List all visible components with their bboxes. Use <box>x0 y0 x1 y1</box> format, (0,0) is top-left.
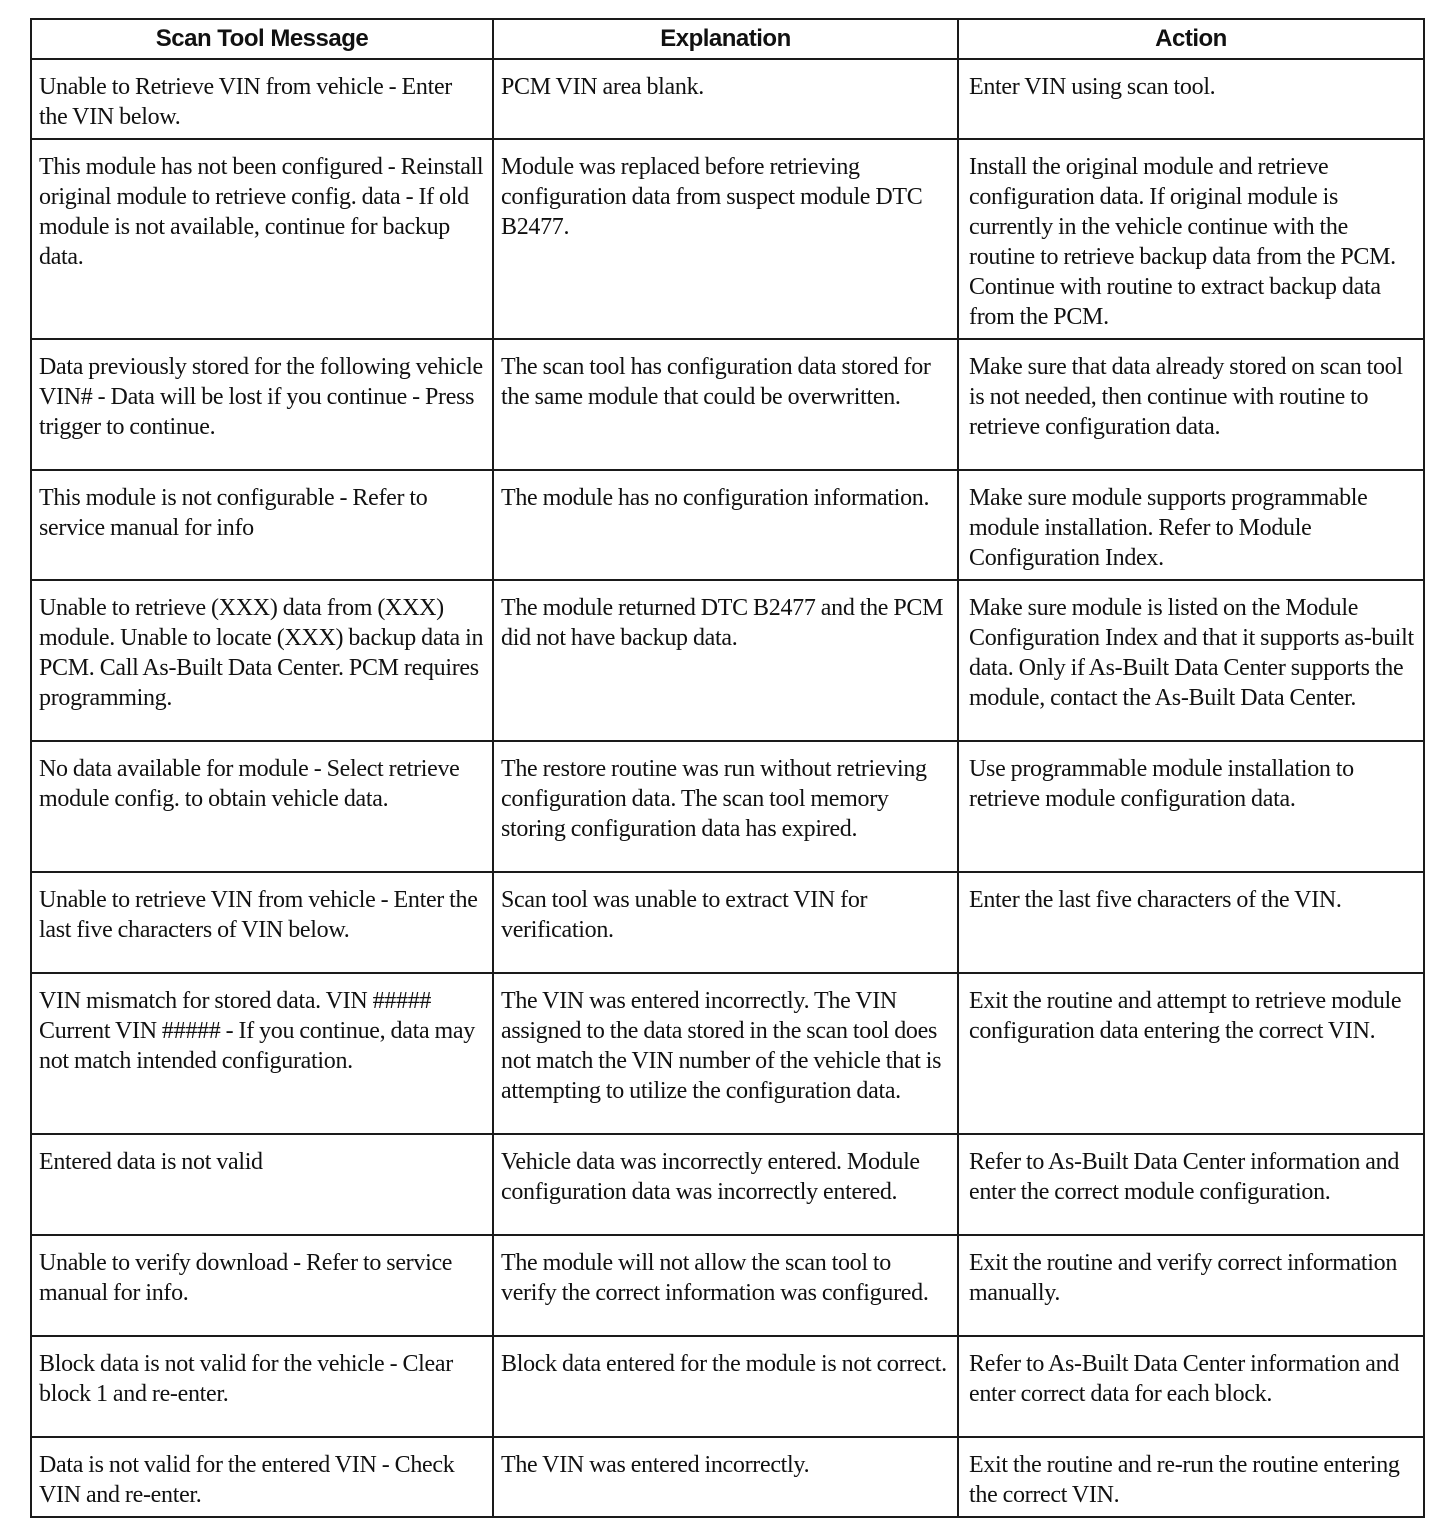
cell-explanation: The restore routine was run without retrieving configuration data. The scan tool memory storing configuration data has expired. <box>493 741 958 872</box>
cell-message: VIN mismatch for stored data. VIN ##### Current VIN ##### - If you continue, data may not match intended configuration. <box>31 973 493 1134</box>
cell-action: Make sure that data already stored on scan tool is not needed, then continue with routine to retrieve configuration data. <box>958 339 1424 470</box>
cell-explanation: Scan tool was unable to extract VIN for verification. <box>493 872 958 973</box>
cell-message: Unable to Retrieve VIN from vehicle - Enter the VIN below. <box>31 59 493 139</box>
cell-message: Unable to retrieve (XXX) data from (XXX) module. Unable to locate (XXX) backup data in PCM. Call As-Built Data Center. PCM requires programming. <box>31 580 493 741</box>
cell-message: Unable to retrieve VIN from vehicle - Enter the last five characters of VIN below. <box>31 872 493 973</box>
cell-action: Enter the last five characters of the VIN. <box>958 872 1424 973</box>
table-row <box>31 1336 1424 1437</box>
cell-message: This module has not been configured - Reinstall original module to retrieve config. data - If old module is not available, continue for backup data. <box>31 139 493 339</box>
cell-explanation: Block data entered for the module is not correct. <box>493 1336 958 1437</box>
cell-action: Make sure module supports programmable module installation. Refer to Module Configuration Index. <box>958 470 1424 580</box>
table-row <box>31 470 1424 580</box>
cell-explanation: PCM VIN area blank. <box>493 59 958 139</box>
table-row <box>31 139 1424 339</box>
cell-message: No data available for module - Select retrieve module config. to obtain vehicle data. <box>31 741 493 872</box>
cell-message: Block data is not valid for the vehicle - Clear block 1 and re-enter. <box>31 1336 493 1437</box>
cell-action: Exit the routine and verify correct information manually. <box>958 1235 1424 1336</box>
header-row <box>31 19 1424 59</box>
cell-action: Refer to As-Built Data Center information and enter the correct module configuration. <box>958 1134 1424 1235</box>
table-row <box>31 1437 1424 1517</box>
cell-explanation: The module returned DTC B2477 and the PCM did not have backup data. <box>493 580 958 741</box>
cell-explanation: The module will not allow the scan tool to verify the correct information was configured. <box>493 1235 958 1336</box>
table-row <box>31 1134 1424 1235</box>
table-row <box>31 741 1424 872</box>
cell-explanation: The VIN was entered incorrectly. <box>493 1437 958 1517</box>
table-row <box>31 872 1424 973</box>
cell-explanation: The scan tool has configuration data stored for the same module that could be overwritten. <box>493 339 958 470</box>
cell-explanation: Vehicle data was incorrectly entered. Module configuration data was incorrectly entered. <box>493 1134 958 1235</box>
cell-message: Data previously stored for the following vehicle VIN# - Data will be lost if you continue - Press trigger to continue. <box>31 339 493 470</box>
table-row <box>31 973 1424 1134</box>
header-scan-tool-message: Scan Tool Message <box>31 19 493 59</box>
table-row <box>31 1235 1424 1336</box>
header-action: Action <box>958 19 1424 59</box>
cell-action: Enter VIN using scan tool. <box>958 59 1424 139</box>
cell-action: Make sure module is listed on the Module Configuration Index and that it supports as-built data. Only if As-Built Data Center supports the module, contact the As-Built Data Center. <box>958 580 1424 741</box>
cell-action: Exit the routine and re-run the routine entering the correct VIN. <box>958 1437 1424 1517</box>
cell-explanation: The module has no configuration information. <box>493 470 958 580</box>
cell-message: This module is not configurable - Refer to service manual for info <box>31 470 493 580</box>
cell-message: Data is not valid for the entered VIN - Check VIN and re-enter. <box>31 1437 493 1517</box>
cell-message: Unable to verify download - Refer to service manual for info. <box>31 1235 493 1336</box>
scan-tool-table-container <box>30 18 1423 1518</box>
cell-action: Use programmable module installation to retrieve module configuration data. <box>958 741 1424 872</box>
header-explanation: Explanation <box>493 19 958 59</box>
scan-tool-message-table <box>30 18 1425 1518</box>
cell-explanation: The VIN was entered incorrectly. The VIN assigned to the data stored in the scan tool does not match the VIN number of the vehicle that is attempting to utilize the configuration data. <box>493 973 958 1134</box>
cell-action: Install the original module and retrieve configuration data. If original module is currently in the vehicle continue with the routine to retrieve backup data from the PCM. Continue with routine to extract backup data from the PCM. <box>958 139 1424 339</box>
cell-explanation: Module was replaced before retrieving configuration data from suspect module DTC B2477. <box>493 139 958 339</box>
cell-action: Refer to As-Built Data Center information and enter correct data for each block. <box>958 1336 1424 1437</box>
table-row <box>31 339 1424 470</box>
table-row <box>31 59 1424 139</box>
cell-message: Entered data is not valid <box>31 1134 493 1235</box>
cell-action: Exit the routine and attempt to retrieve module configuration data entering the correct VIN. <box>958 973 1424 1134</box>
table-row <box>31 580 1424 741</box>
